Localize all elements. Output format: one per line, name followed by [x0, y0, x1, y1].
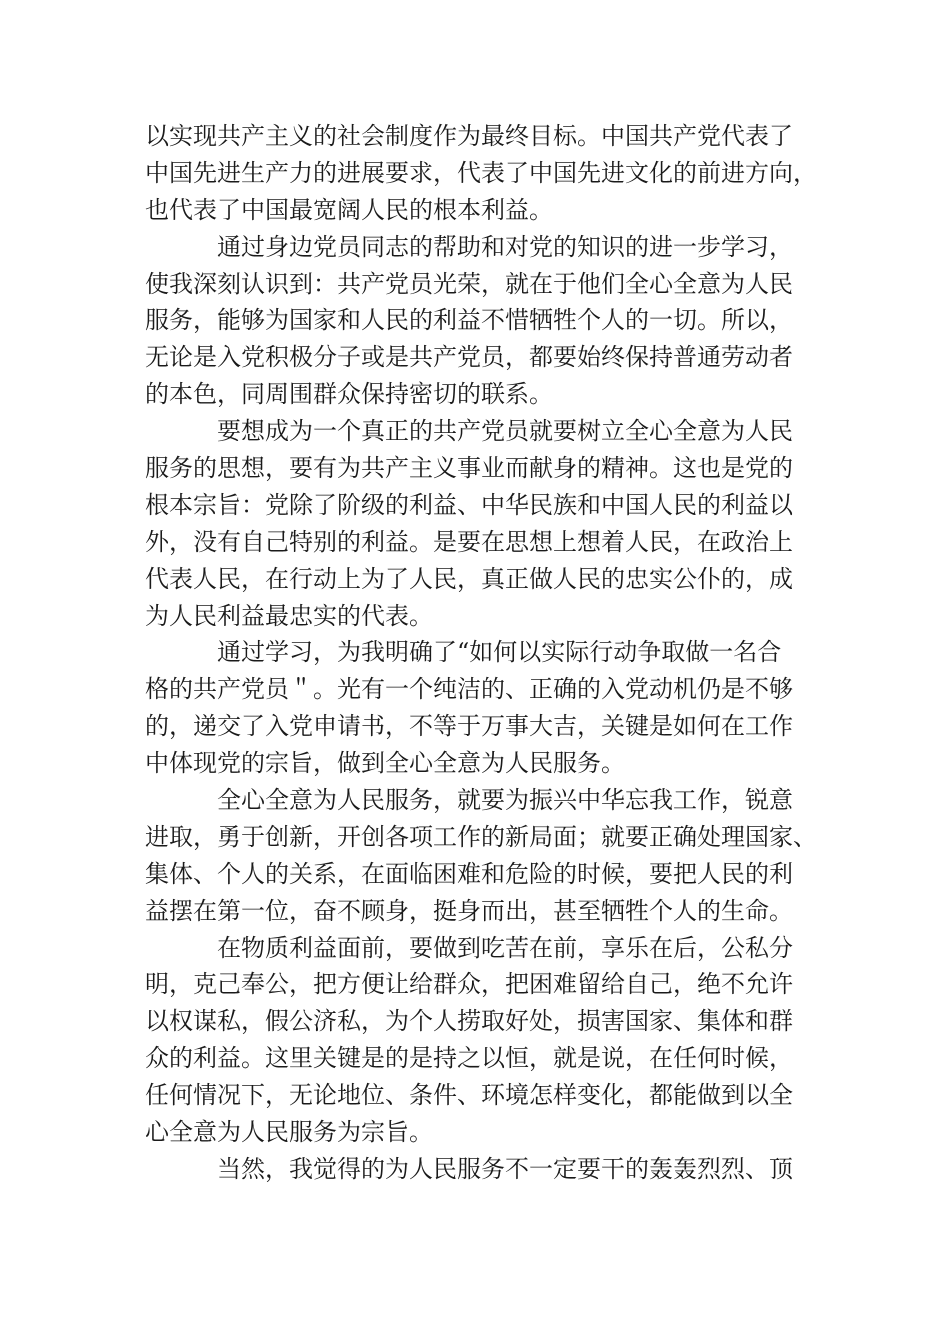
text-line: 根本宗旨：党除了阶级的利益、中华民族和中国人民的利益以: [145, 490, 793, 519]
text-line: 集体、个人的关系，在面临困难和危险的时候，要把人民的利: [145, 859, 793, 888]
paragraph-first-line: 全心全意为人民服务，就要为振兴中华忘我工作，锐意: [217, 786, 793, 815]
text-line: 中体现党的宗旨，做到全心全意为人民服务。: [145, 749, 625, 778]
text-line: 服务，能够为国家和人民的利益不惜牺牲个人的一切。所以，: [145, 306, 793, 335]
text-line: 中国先进生产力的进展要求，代表了中国先进文化的前进方向，: [145, 158, 817, 187]
text-line: 心全意为人民服务为宗旨。: [145, 1118, 433, 1147]
text-line: 无论是入党积极分子或是共产党员，都要始终保持普通劳动者: [145, 343, 793, 372]
paragraph-first-line: 当然，我觉得的为人民服务不一定要干的轰轰烈烈、顶: [217, 1154, 793, 1183]
text-line: 服务的思想，要有为共产主义事业而献身的精神。这也是党的: [145, 454, 793, 483]
text-line: 任何情况下，无论地位、条件、环境怎样变化，都能做到以全: [145, 1081, 793, 1110]
text-line: 的本色，同周围群众保持密切的联系。: [145, 380, 553, 409]
paragraph-first-line: 要想成为一个真正的共产党员就要树立全心全意为人民: [217, 417, 793, 446]
text-line: 的，递交了入党申请书，不等于万事大吉，关键是如何在工作: [145, 712, 793, 741]
paragraph-first-line: 通过学习，为我明确了“如何以实际行动争取做一名合: [217, 638, 782, 667]
paragraph-first-line: 在物质利益面前，要做到吃苦在前，享乐在后，公私分: [217, 933, 793, 962]
text-line: 格的共产党员＂。光有一个纯洁的、正确的入党动机仍是不够: [145, 675, 793, 704]
text-line: 外，没有自己特别的利益。是要在思想上想着人民，在政治上: [145, 527, 793, 556]
text-line: 明，克己奉公，把方便让给群众，把困难留给自己，绝不允许: [145, 970, 793, 999]
text-line: 为人民利益最忠实的代表。: [145, 601, 433, 630]
text-line: 以权谋私，假公济私，为个人捞取好处，损害国家、集体和群: [145, 1007, 793, 1036]
paragraph-first-line: 通过身边党员同志的帮助和对党的知识的进一步学习，: [217, 232, 793, 261]
document-body: [145, 118, 817, 1188]
text-line: 益摆在第一位，奋不顾身，挺身而出，甚至牺牲个人的生命。: [145, 896, 793, 925]
text-line: 代表人民，在行动上为了人民，真正做人民的忠实公仆的，成: [145, 564, 793, 593]
text-line: 以实现共产主义的社会制度作为最终目标。中国共产党代表了: [145, 122, 793, 150]
text-line: 众的利益。这里关键是的是持之以恒，就是说，在任何时候，: [145, 1044, 793, 1073]
text-line: 使我深刻认识到：共产党员光荣，就在于他们全心全意为人民: [145, 269, 793, 298]
text-line: 也代表了中国最宽阔人民的根本利益。: [145, 195, 553, 224]
text-line: 进取，勇于创新，开创各项工作的新局面；就要正确处理国家、: [145, 822, 817, 851]
